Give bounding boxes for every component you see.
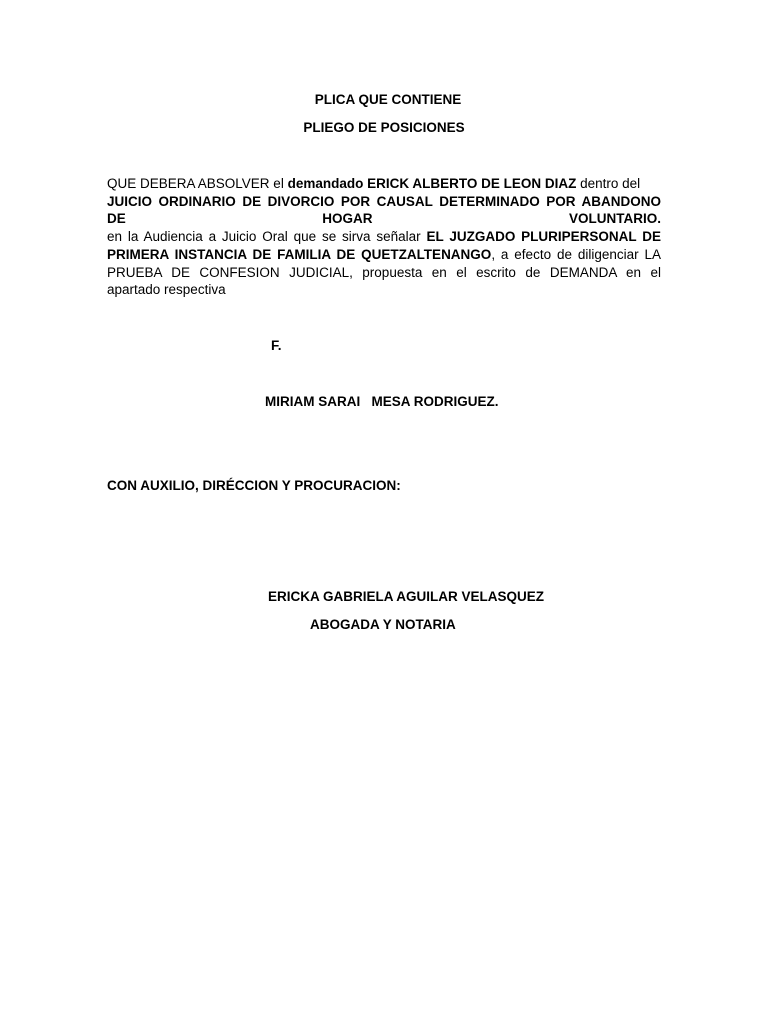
paragraph-line-7 <box>107 281 661 299</box>
paragraph-line-6 <box>107 264 661 282</box>
court-name: EL JUZGADO PLURIPERSONAL DE <box>426 229 662 245</box>
paragraph-text: PRUEBA DE CONFESION JUDICIAL, propuesta en el escrito de DEMANDA en el <box>107 264 661 280</box>
court-name: PRIMERA INSTANCIA DE FAMILIA DE QUETZALTENANGO <box>107 246 492 262</box>
paragraph-text: apartado respectiva <box>107 282 226 298</box>
paragraph-line-3 <box>107 210 661 228</box>
case-type-word: VOLUNTARIO. <box>568 211 661 227</box>
paragraph-text: dentro del <box>576 176 641 191</box>
body-paragraph <box>107 175 661 299</box>
document-title-line1: PLICA QUE CONTIENE <box>314 92 462 107</box>
paragraph-text: en la Audiencia a Juicio Oral que se sirva señalar <box>107 229 427 245</box>
paragraph-line-5 <box>107 246 661 264</box>
lawyer-name: ERICKA GABRIELA AGUILAR VELASQUEZ <box>268 589 545 604</box>
signatory-name: MIRIAM SARAI MESA RODRIGUEZ. <box>265 394 499 409</box>
case-type: JUICIO ORDINARIO DE DIVORCIO POR CAUSAL DETERMINADO POR ABANDONO <box>107 193 661 209</box>
paragraph-line-4 <box>107 228 661 246</box>
paragraph-line-2 <box>107 193 661 211</box>
paragraph-line-1 <box>107 175 661 193</box>
paragraph-text: , a efecto de diligenciar LA <box>491 246 661 262</box>
paragraph-text: QUE DEBERA ABSOLVER el <box>107 176 288 191</box>
signature-mark: F. <box>271 338 282 353</box>
lawyer-title: ABOGADA Y NOTARIA <box>310 617 456 632</box>
case-type-word: HOGAR <box>322 211 373 227</box>
case-type-word: DE <box>107 211 126 227</box>
defendant-name: demandado ERICK ALBERTO DE LEON DIAZ <box>287 176 577 191</box>
document-title-line2: PLIEGO DE POSICIONES <box>303 120 465 135</box>
aux-heading: CON AUXILIO, DIRÉCCION Y PROCURACION: <box>107 478 401 493</box>
